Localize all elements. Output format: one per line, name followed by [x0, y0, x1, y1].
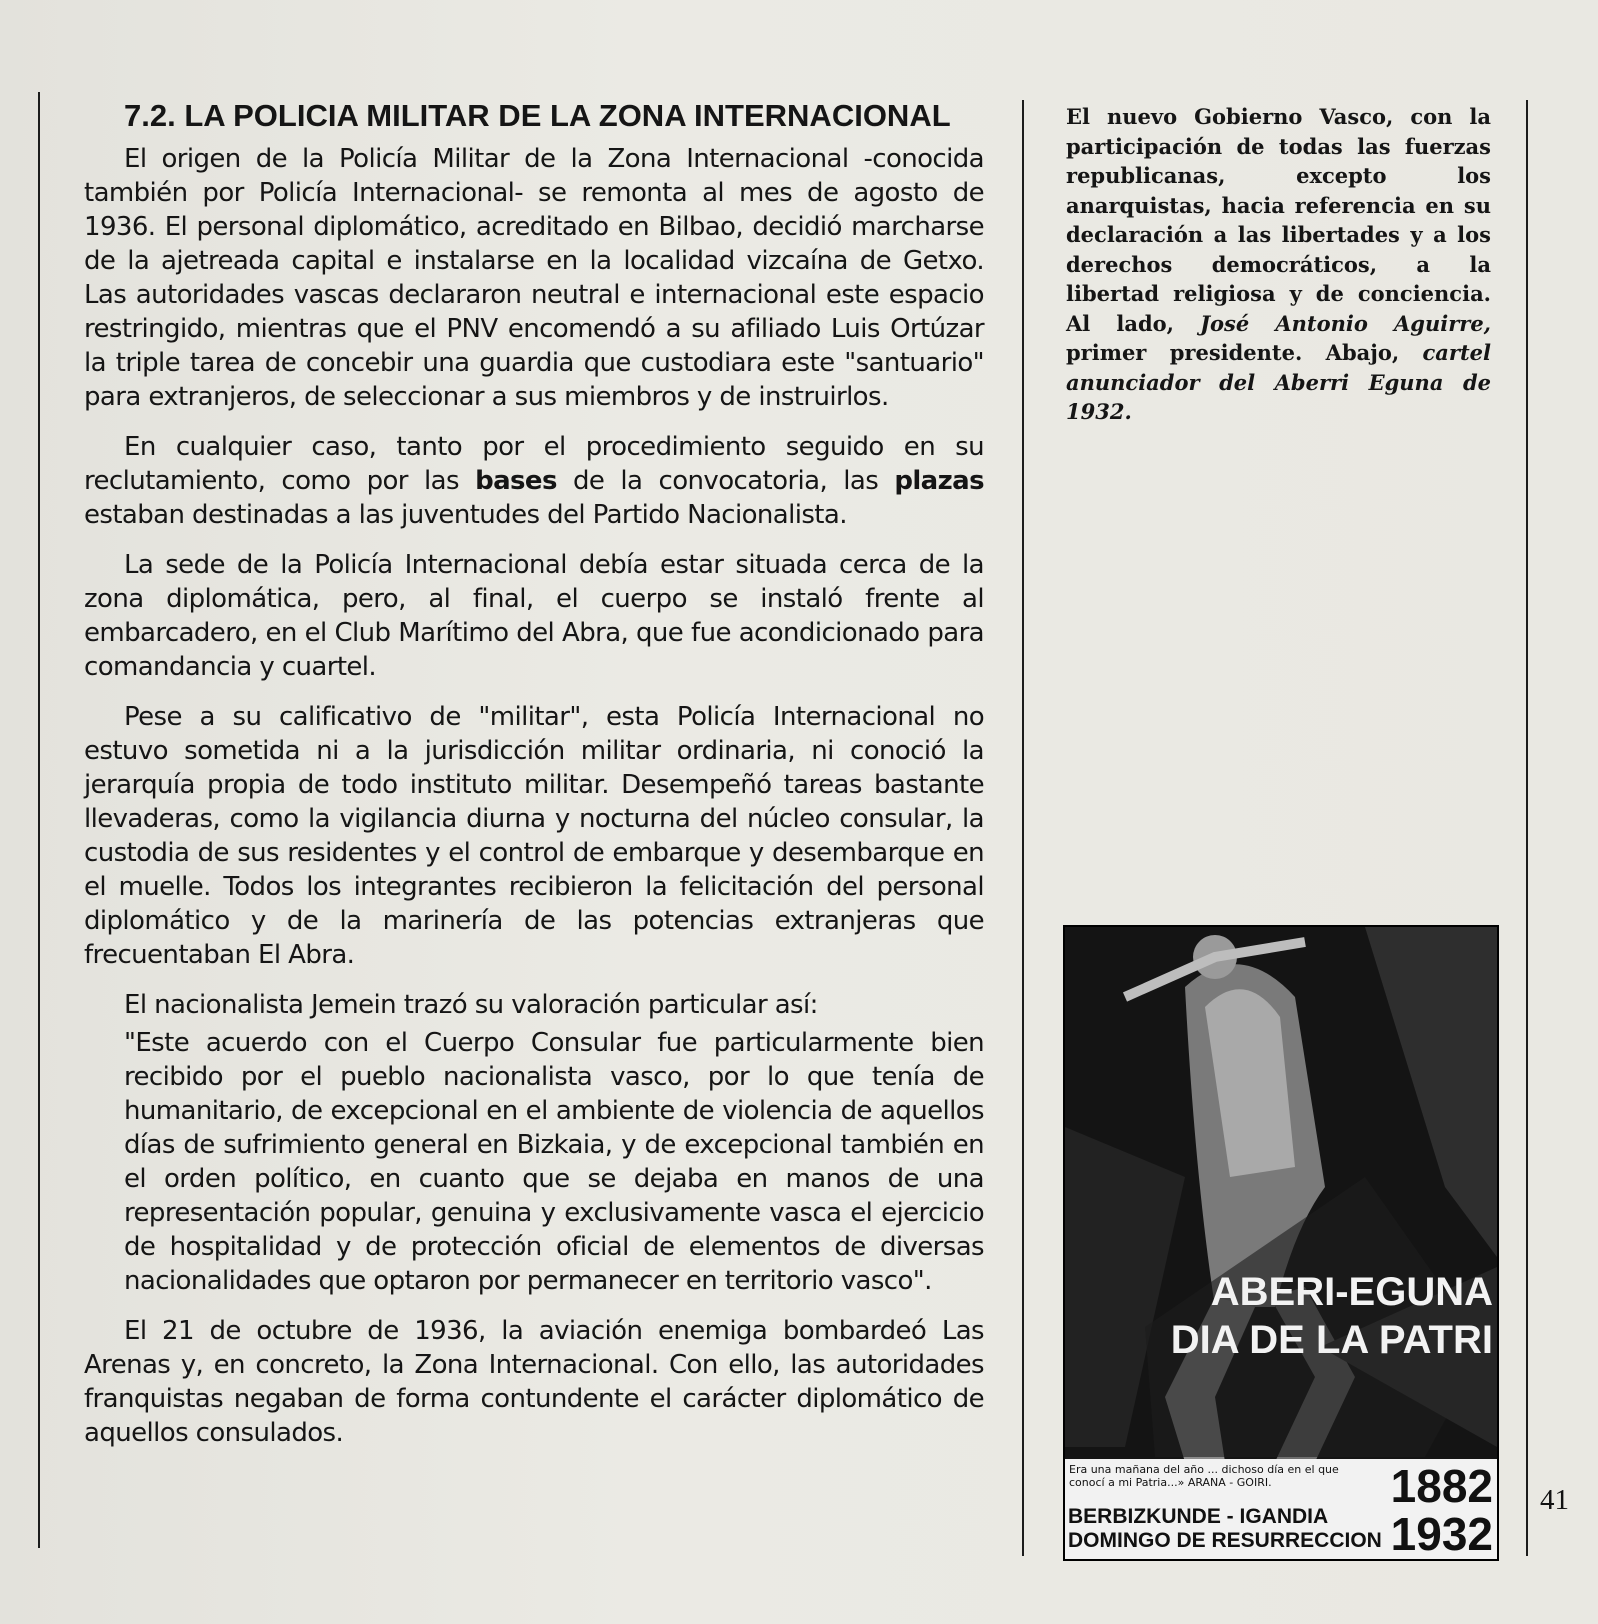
paragraph-3: La sede de la Policía Internacional debía estar situada cerca de la zona diplomática, pero, al final, el cuerpo se instaló frente al embarcadero, en el Club Marítimo del Abra, que fue acondicionado para comandancia y cuartel.: [84, 550, 984, 682]
poster-caption-band: [1065, 1459, 1497, 1559]
page-number: 41: [1540, 1484, 1569, 1516]
paragraph-6: El 21 de octubre de 1936, la aviación enemiga bombardeó Las Arenas y, en concreto, la Zona Internacional. Con ello, las autoridades franquistas negaban de forma contundente el carácter diplomático de aquellos consulados.: [84, 1316, 984, 1448]
p2-text-b: de la convocatoria, las: [556, 466, 895, 496]
paragraph-2: [84, 430, 984, 532]
paragraph-1: El origen de la Policía Militar de la Zona Internacional -conocida también por Policía Internacional- se remonta al mes de agosto de 1936. El personal diplomático, acreditado en Bilbao, decidió marcharse de la ajetreada capital e instalarse en la localidad vizcaína de Getxo. Las autoridades vascas declararon neutral e internacional este espacio restringido, mientras que el PNV encomendó a su afiliado Luis Ortúzar la triple tarea de concebir una guardia que custodiara este "santuario" para extranjeros, de seleccionar a sus miembros y de instruirlos.: [84, 144, 984, 412]
poster-year-1932: 1932: [1390, 1508, 1493, 1560]
p2-text-c: estaban destinadas a las juventudes del Partido Nacionalista.: [84, 500, 847, 530]
block-quote: "Este acuerdo con el Cuerpo Consular fue particularmente bien recibido por el pueblo nacionalista vasco, por lo que tenía de humanitario, de excepcional en el ambiente de violencia de aquellos días de sufrimiento general en Bizkaia, y de excepcional también en el orden político, en cuanto que se dejaba en manos de una representación popular, genuina y exclusivamente vasca el ejercicio de hospitalidad y de protección oficial de elementos de diversas nacionalidades que optaron por permanecer en territorio vasco".: [124, 1028, 984, 1296]
left-margin-rule: [38, 92, 40, 1548]
side-caption-italic: cartel anunciador del Aberri Eguna de 1932.: [1066, 340, 1491, 424]
side-text-a: El nuevo Gobierno Vasco, con la participación de todas las fuerzas republicanas, excepto los anarquistas, hacia referencia en su declaración a las libertades y a los derechos democráticos, a la libertad religiosa y de conciencia. Al lado,: [1066, 104, 1491, 336]
column-divider-rule: [1022, 100, 1024, 1556]
right-margin-rule: [1526, 100, 1528, 1556]
p2-bold-plazas: plazas: [894, 466, 984, 496]
paragraph-4: Pese a su calificativo de "militar", esta Policía Internacional no estuvo sometida ni a la jurisdicción militar ordinaria, ni conoció la jerarquía propia de todo instituto militar. Desempeñó tareas bastante llevaderas, como la vigilancia diurna y nocturna del núcleo consular, la custodia de sus residentes y el control de embarque y desembarque en el muelle. Todos los integrantes recibieron la felicitación del personal diplomático y de la marinería de las potencias extranjeras que frecuentaban El Abra.: [84, 702, 984, 970]
poster-line-2: DOMINGO DE RESURRECCION: [1068, 1529, 1382, 1552]
side-name-aguirre: José Antonio Aguirre,: [1200, 310, 1491, 336]
section-heading: 7.2. LA POLICIA MILITAR DE LA ZONA INTERNACIONAL: [124, 98, 951, 133]
poster-title-2: DIA DE LA PATRI: [1170, 1318, 1493, 1362]
poster-title-1: ABERI-EGUNA: [1210, 1270, 1493, 1314]
aberri-eguna-poster: [1063, 925, 1499, 1561]
p2-text-a: En cualquier caso, tanto por el procedimiento seguido en su reclutamiento, como por las: [84, 432, 984, 496]
poster-quote: Era una mañana del año ... dichoso día en el que conocí a mi Patria...» ARANA - GOIRI.: [1069, 1463, 1339, 1489]
main-column: [84, 92, 984, 1466]
paragraph-5: El nacionalista Jemein trazó su valoración particular así:: [124, 990, 818, 1020]
poster-line-1: BERBIZKUNDE - IGANDIA: [1068, 1505, 1329, 1528]
side-caption: [1066, 102, 1491, 427]
p2-bold-bases: bases: [475, 466, 557, 496]
poster-year-1882: 1882: [1390, 1460, 1493, 1512]
side-text-b: primer presidente. Abajo,: [1066, 340, 1423, 365]
